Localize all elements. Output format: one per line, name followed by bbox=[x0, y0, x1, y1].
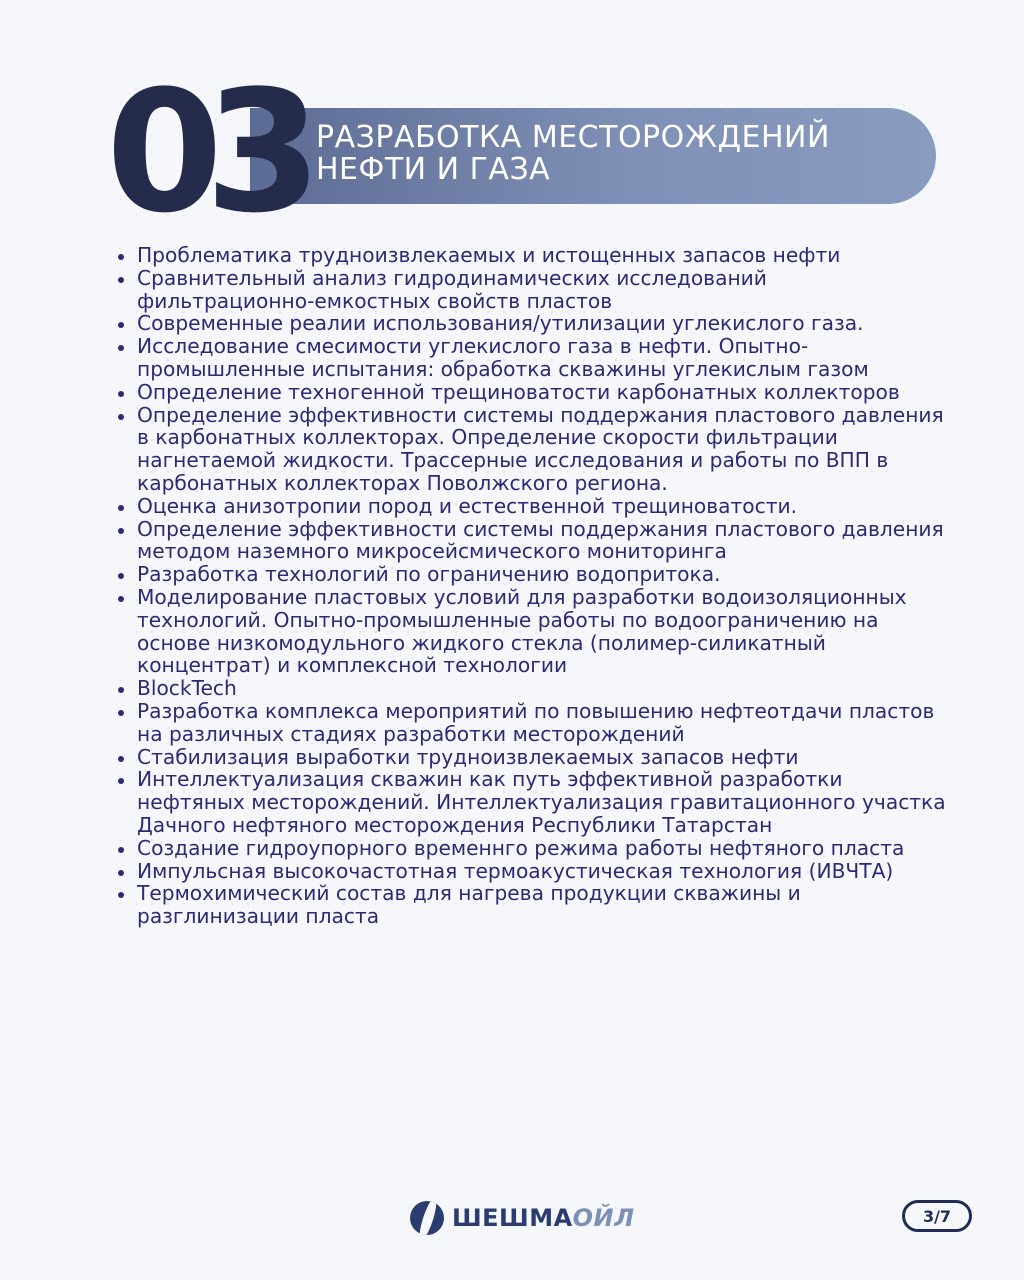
list-item: Проблематика трудноизвлекаемых и истощенных запасов нефти bbox=[116, 244, 946, 267]
logo-main-text: ШЕШМА bbox=[452, 1204, 573, 1232]
logo-wordmark bbox=[452, 1204, 635, 1232]
topics-list bbox=[116, 244, 946, 928]
section-title-line: РАЗРАБОТКА МЕСТОРОЖДЕНИЙ bbox=[316, 120, 830, 155]
list-item: BlockTech bbox=[116, 677, 946, 700]
list-item: Современные реалии использования/утилизации углекислого газа. bbox=[116, 312, 946, 335]
list-item: Исследование смесимости углекислого газа в нефти. Опытно-промышленные испытания: обработка скважины углекислым газом bbox=[116, 335, 946, 381]
list-item: Импульсная высокочастотная термоакустическая технология (ИВЧТА) bbox=[116, 860, 946, 883]
list-item: Стабилизация выработки трудноизвлекаемых запасов нефти bbox=[116, 746, 946, 769]
drop-logo-icon bbox=[410, 1201, 444, 1235]
section-header bbox=[100, 54, 940, 250]
list-item: Определение эффективности системы поддержания пластового давления методом наземного микросейсмического мониторинга bbox=[116, 518, 946, 564]
list-item: Определение эффективности системы поддержания пластового давления в карбонатных коллекторах. Определение скорости фильтрации нагнетаемой жидкости. Трассерные исследования и работы по ВПП в карбонатных коллекторах Поволжского региона. bbox=[116, 404, 946, 495]
list-item: Разработка технологий по ограничению водопритока. bbox=[116, 563, 946, 586]
section-number: 03 bbox=[106, 54, 304, 250]
list-item: Моделирование пластовых условий для разработки водоизоляционных технологий. Опытно-промышленные работы по водоограничению на основе низкомодульного жидкого стекла (полимер-силикатный концентрат) и комплексной технологии bbox=[116, 586, 946, 677]
list-item: Термохимический состав для нагрева продукции скважины и разглинизации пласта bbox=[116, 882, 946, 928]
list-item: Определение техногенной трещиноватости карбонатных коллекторов bbox=[116, 381, 946, 404]
list-item: Создание гидроупорного временнго режима работы нефтяного пласта bbox=[116, 837, 946, 860]
list-item: Разработка комплекса мероприятий по повышению нефтеотдачи пластов на различных стадиях разработки месторождений bbox=[116, 700, 946, 746]
section-title bbox=[316, 122, 916, 186]
company-logo bbox=[410, 1198, 635, 1238]
list-item: Сравнительный анализ гидродинамических исследований фильтрационно-емкостных свойств пластов bbox=[116, 267, 946, 313]
list-item: Интеллектуализация скважин как путь эффективной разработки нефтяных месторождений. Интеллектуализация гравитационного участка Дачного нефтяного месторождения Республики Татарстан bbox=[116, 768, 946, 836]
logo-accent-text: ОЙЛ bbox=[572, 1204, 635, 1232]
page-indicator: 3/7 bbox=[902, 1200, 972, 1232]
list-item: Оценка анизотропии пород и естественной трещиноватости. bbox=[116, 495, 946, 518]
section-title-line: НЕФТИ И ГАЗА bbox=[316, 152, 551, 187]
